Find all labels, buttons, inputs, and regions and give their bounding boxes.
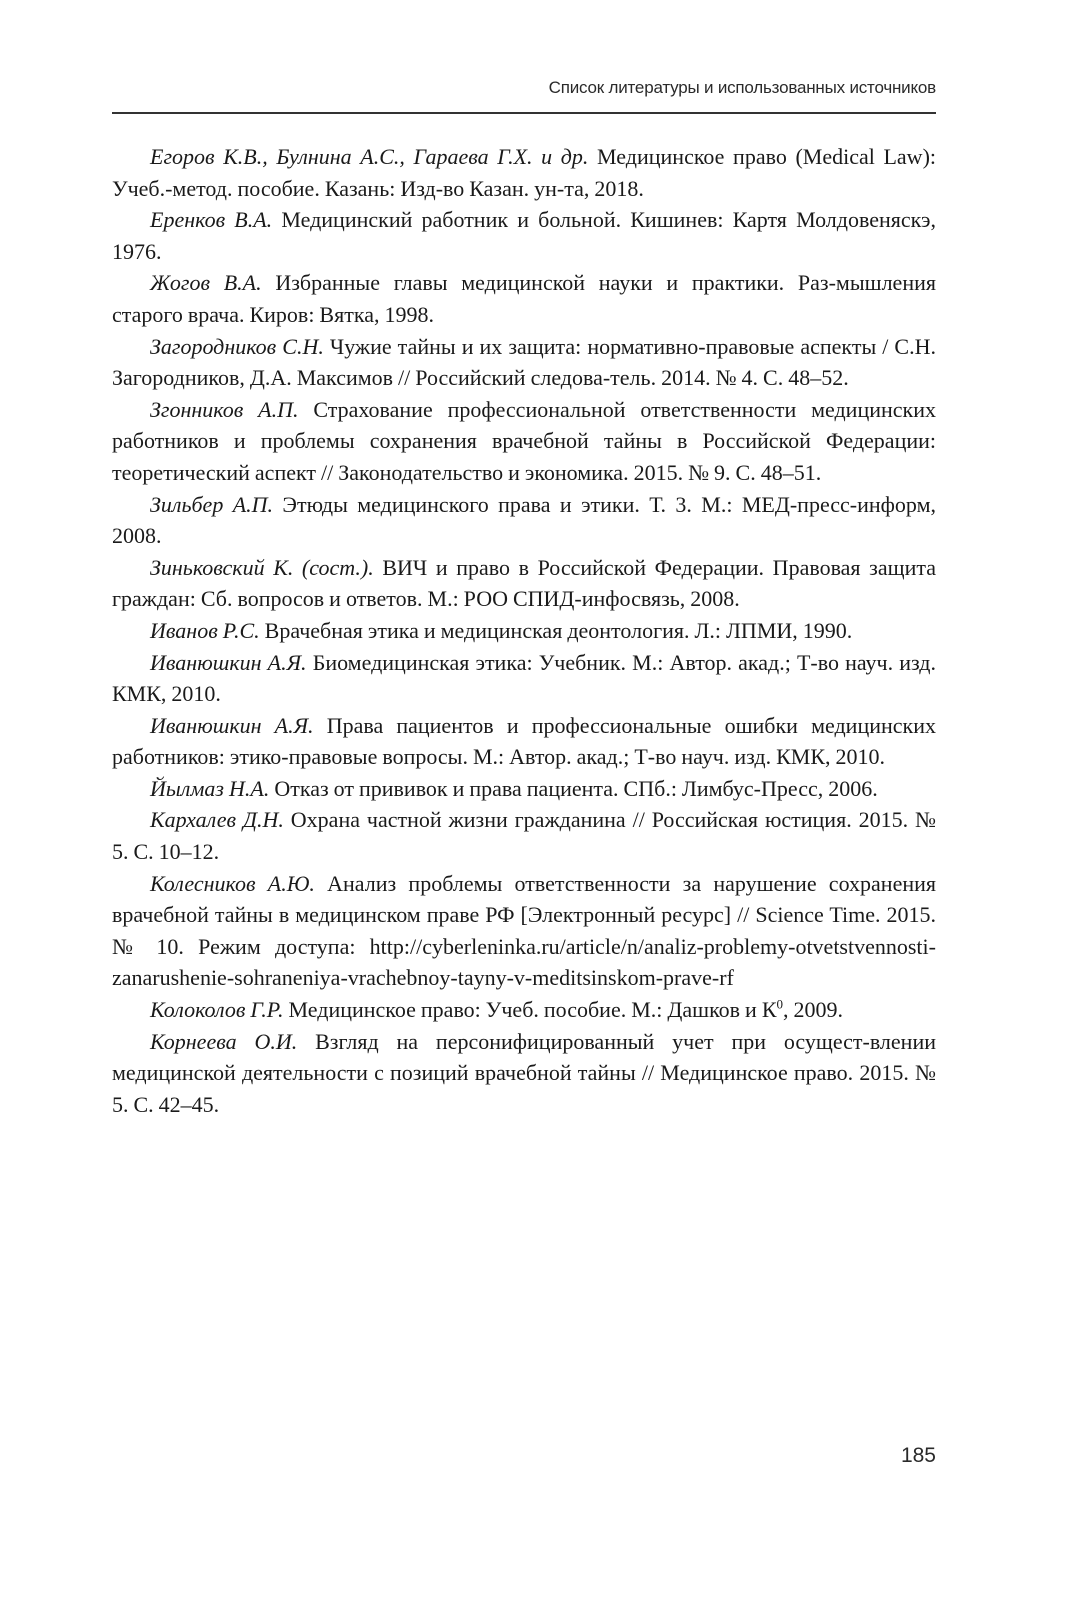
entry-author: Загородников С.Н.: [150, 333, 324, 359]
entry-author: Колоколов Г.Р.: [150, 997, 284, 1023]
entry-text: Отказ от прививок и права пациента. СПб.: Лимбус-Пресс, 2006.: [269, 775, 878, 801]
bibliography-entry: [112, 647, 936, 710]
entry-text: ВИЧ и право в Российской Федерации. Правовая защита граждан: Сб. вопросов и ответов. М.: РОО СПИД-инфосвязь, 2008.: [112, 554, 936, 612]
entry-author: Еренков В.А.: [150, 207, 273, 233]
entry-text: Взгляд на персонифицированный учет при осущест-влении медицинской деятельности с позиций врачебной тайны // Медицинское право. 2015. № 5. С. 42–45.: [112, 1028, 936, 1117]
entry-text: Биомедицинская этика: Учебник. М.: Автор. акад.; Т-во науч. изд. КМК, 2010.: [112, 649, 936, 707]
bibliography-entry: [112, 331, 936, 394]
entry-text: Права пациентов и профессиональные ошибки медицинских работников: этико-правовые вопросы. М.: Автор. акад.; Т-во науч. изд. КМК, 2010.: [112, 712, 936, 770]
entry-author: Зиньковский К. (сост.).: [150, 554, 374, 580]
bibliography-entry: [112, 773, 936, 805]
entry-author: Иванов Р.С.: [150, 617, 260, 643]
entry-text: Медицинское право (Medical Law): Учеб.-метод. пособие. Казань: Изд-во Казан. ун-та, 2018.: [112, 144, 937, 201]
entry-text: Охрана частной жизни гражданина // Российская юстиция. 2015. № 5. С. 10–12.: [112, 807, 936, 865]
bibliography-entry: [112, 1026, 936, 1121]
entry-author: Жогов В.А.: [150, 270, 262, 296]
entry-text: Избранные главы медицинской науки и практики. Раз-мышления старого врача. Киров: Вятка, 1998.: [112, 270, 936, 327]
entry-text: Медицинский работник и больной. Кишинев: Картя Молдовеняскэ, 1976.: [112, 207, 936, 264]
entry-text: Этюды медицинского права и этики. Т. 3. М.: МЕД-пресс-информ, 2008.: [112, 491, 937, 549]
entry-text: Страхование профессиональной ответственности медицинских работников и проблемы сохранения врачебной тайны в Российской Федерации: теоретический аспект // Законодательство и экономика. 2015. № 9. С. 48–51.: [112, 396, 937, 485]
entry-author: Иванюшкин А.Я.: [150, 649, 307, 675]
entry-text: Медицинское право: Учеб. пособие. М.: Дашков и К: [283, 997, 777, 1023]
entry-author: Кархалев Д.Н.: [150, 807, 284, 833]
bibliography-entry: [112, 394, 936, 489]
header-rule: [112, 112, 936, 114]
bibliography-entry: [112, 552, 936, 615]
bibliography-entry: [112, 204, 936, 267]
bibliography-entry: [112, 804, 936, 867]
bibliography-entry: [112, 868, 936, 994]
entry-author: Егоров К.В., Булнина А.С., Гараева Г.Х. и др.: [150, 144, 589, 169]
bibliography-entry: [112, 489, 936, 552]
bibliography-entry: [112, 615, 936, 647]
entry-text-tail: , 2009.: [783, 997, 843, 1023]
bibliography-entry: [112, 994, 936, 1026]
bibliography-entry: [112, 141, 936, 204]
entry-author: Корнеева О.И.: [150, 1028, 298, 1054]
bibliography-entry: [112, 710, 936, 773]
entry-author: Йылмаз Н.А.: [150, 775, 270, 801]
entry-author: Иванюшкин А.Я.: [150, 712, 314, 738]
page-number: 185: [900, 1444, 936, 1467]
entry-text: Врачебная этика и медицинская деонтология. Л.: ЛПМИ, 1990.: [259, 617, 853, 643]
bibliography-list: [112, 141, 936, 1120]
entry-author: Зильбер А.П.: [150, 491, 274, 517]
entry-text: Анализ проблемы ответственности за нарушение сохранения врачебной тайны в медицинском праве РФ [Электронный ресурс] // Science Time. 2015. № 10. Режим доступа: http://cyberleninka.ru/article/n/analiz-problemy-otvetstvennosti-zanarushenie-sohraneniya-vrachebnoy-tayny-v-meditsinskom-prave-rf: [112, 870, 936, 991]
entry-author: Згонников А.П.: [150, 396, 299, 422]
running-head: Список литературы и использованных источников: [548, 78, 936, 97]
bibliography-entry: [112, 267, 936, 330]
entry-superscript: 0: [776, 996, 783, 1012]
entry-author: Колесников А.Ю.: [150, 870, 315, 896]
entry-text: Чужие тайны и их защита: нормативно-правовые аспекты / С.Н. Загородников, Д.А. Максимов // Российский следова-тель. 2014. № 4. С. 48–52.: [112, 333, 936, 391]
